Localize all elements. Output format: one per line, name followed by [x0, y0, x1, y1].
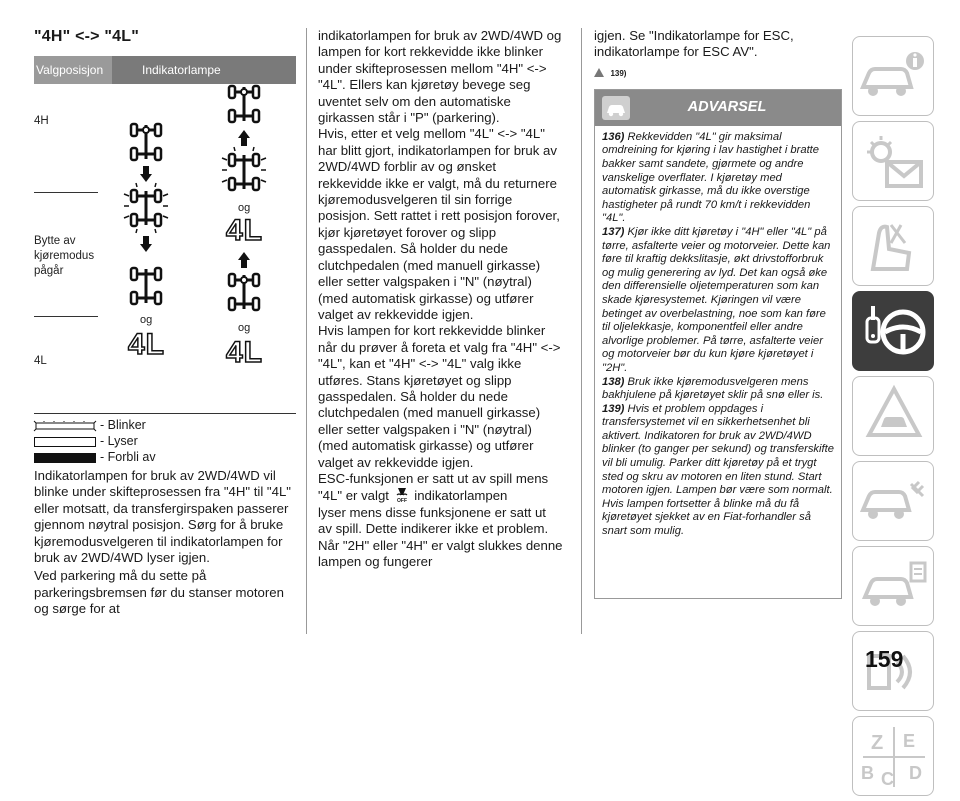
paragraph: indikatorlampen for bruk av 2WD/4WD og lampen for kort rekkevidde ikke blinker under skifteprosessen mellom "4H" <-> "4L". Ellers kan kjøretøy bevege seg uventet selv om den automatiske girkassen står i "P" (parkering).	[318, 28, 562, 126]
car-service-icon	[853, 462, 935, 542]
legend-label: - Lyser	[100, 434, 138, 448]
esc-off-label: OFF	[396, 498, 407, 505]
row-label-4h: 4H	[34, 115, 49, 127]
row-separator	[34, 316, 98, 317]
chapter-tabs	[852, 36, 934, 801]
paragraph: Ved parkering må du sette på parkeringsbremsen før du stanser motoren og sørge for at	[34, 568, 284, 617]
reference-number: 139)	[610, 68, 627, 78]
table-header-lamp: Indikatorlampe	[142, 63, 221, 77]
warning-item-number: 137)	[602, 225, 625, 238]
drivetrain-blinking-icon	[220, 146, 268, 198]
warning-item-text: Hvis et problem oppdages i transfersystemet vil en sikkerhetsenhet bli aktivert. Indikatoren for bruk av 2WD/4WD blinker (to ganger per sekund) og transferskifte vil bli umulig. Parker ditt kjøretøy på et trygt sted og skru av motoren en liten stund. Start motoren igjen. Lampen bør være som normalt. Hvis lampen fortsetter å blinke må du få kjøretøyet sjekket av en Fiat-forhandler så snart som mulig.	[602, 402, 834, 538]
column-1	[34, 28, 296, 618]
warning-item-text: Bruk ikke kjøremodusvelgeren mens bakhjulene på kjøretøyet sklir på snø eller is.	[602, 375, 824, 402]
warning-title: ADVARSEL	[687, 98, 767, 115]
car-info-icon	[853, 37, 935, 117]
drivetrain-4wd-icon	[226, 272, 262, 312]
warning-item-text: Kjør ikke ditt kjøretøy i "4H" eller "4L" på tørre, asfalterte veier og motorveier. Dette kan føre til kraftig dekkslitasje, økt drivstofforbruk og mulig generering av lyd. Det kan også øke den differensielle oljetemperaturen som kan skade kjøresystemet. Kjøringen vil være betinget av overbelastning, noe som kan føre til oljelekkasje, komponentfeil eller andre alvorlige problemer. På tørre, asfalterte veier og motorveier bør du kun kjøre kjøretøyet i "2H".	[602, 225, 831, 374]
tab-starting-driving[interactable]	[852, 291, 934, 371]
esc-after-icon: indikatorlampen	[414, 488, 508, 504]
drivetrain-4wd-icon	[128, 122, 164, 162]
warning-item-number: 139)	[602, 402, 625, 415]
seat-airbag-icon	[853, 207, 935, 287]
tab-technical-data[interactable]	[852, 546, 934, 626]
warning-item	[602, 403, 834, 539]
index-letter: B	[861, 763, 874, 783]
drivetrain-blinking-icon	[122, 182, 170, 234]
warning-item-text: Rekkevidden "4L" gir maksimal omdreining for kjøring i lav hastighet i bratte bakker samt sandete, gjørmete og andre vanskelige overflater. I kjøretøy med automatisk girkasse, må du ikke overstige hastigheter på rundt 70 km/t i rekkevidden "4L".	[602, 130, 820, 225]
paragraph	[594, 28, 842, 61]
legend-label: - Forbli av	[100, 450, 156, 464]
table-header	[34, 56, 296, 84]
legend-item-blink	[34, 418, 296, 434]
arrow-up-icon	[238, 252, 250, 268]
low-range-4l-icon: 4L	[226, 214, 264, 247]
warning-box	[594, 89, 842, 599]
og-label: og	[238, 202, 251, 214]
column-divider	[581, 28, 582, 634]
column-divider	[306, 28, 307, 634]
paragraph: Indikatorlampen for bruk av 2WD/4WD vil blinke under skifteprosessen fra "4H" til "4L" eller motsatt, da transfergirspaken passerer gjennom nøytral posisjon. Sørg for å bruke kjøremodusvelgeren til indikatorlampen for bruk av 2WD/4WD lyser igjen.	[34, 468, 291, 566]
warning-item-number: 138)	[602, 375, 625, 388]
page-number: 159	[865, 646, 904, 672]
warning-item	[602, 131, 834, 226]
column-2	[318, 28, 563, 570]
column-3	[594, 28, 842, 599]
arrow-up-icon	[238, 130, 250, 146]
mode-table	[34, 84, 296, 414]
warning-item-number: 136)	[602, 130, 625, 143]
key-steering-wheel-icon	[853, 292, 935, 372]
legend-item-off	[34, 450, 296, 466]
index-letter: Z	[871, 732, 884, 754]
warning-body	[595, 126, 841, 539]
legend-label: - Blinker	[100, 418, 146, 432]
tab-index[interactable]	[852, 716, 934, 796]
paragraph: Hvis, etter et velg mellom "4L" <-> "4L" har blitt gjort, indikatorlampen for bruk av 2WD/4WD forblir av og ønsket rekkevidde ikke er valgt, må du returnere kjøremodusvelgeren til sin forrige posisjon. Sett rattet i rett posisjon forover, kjør kjøretøyet forover og slipp gasspedalen. Så holder du nede clutchpedalen (med manuell girkasse) eller setter valgspaken i "N" (nøytral) (med automatisk girkasse) og utfører valget av rekkevidde igjen.	[318, 126, 560, 322]
legend-item-lit	[34, 434, 296, 450]
dashboard-lights-icon	[853, 122, 935, 202]
arrow-down-icon	[140, 166, 152, 182]
paragraph: Hvis lampen for kort rekkevidde blinker når du prøver å foreta et valg fra "4H" <-> "4L", kan et "4H" <-> "4L" valg ikke utføres. Stans kjøretøyet og slipp gasspedalen. Så holder du nede clutchpedalen (med manuell girkasse) eller setter valgspaken i "N" (nøytral) (med automatisk girkasse) og utfører valget av rekkevidde igjen.	[318, 323, 561, 470]
index-letter: E	[903, 731, 916, 751]
esc-line-1: ESC-funksjonen er satt ut av spill mens	[318, 470, 549, 486]
row-separator	[34, 192, 98, 193]
drivetrain-4wd-icon	[226, 84, 262, 124]
esc-off-icon	[393, 487, 411, 503]
index-letter: D	[909, 763, 922, 783]
section-heading: "4H" <-> "4L"	[34, 28, 139, 45]
alphabetical-index-icon	[853, 717, 935, 797]
paragraph	[318, 471, 563, 570]
row-label-switching: Bytte av kjøremodus pågår	[34, 235, 95, 277]
lit-swatch	[34, 437, 96, 447]
paragraph-text: igjen. Se "Indikatorlampe for ESC, indikatorlampe for ESC AV".	[594, 28, 794, 60]
warning-item	[602, 376, 834, 403]
esc-before-icon: "4L" er valgt	[318, 488, 389, 504]
off-swatch	[34, 453, 96, 463]
arrow-down-icon	[140, 236, 152, 252]
drivetrain-4wd-icon	[128, 266, 164, 306]
reference-note	[594, 63, 842, 81]
table-header-position: Valgposisjon	[34, 56, 112, 84]
tab-maintenance[interactable]	[852, 461, 934, 541]
legend	[34, 418, 296, 466]
index-letter: C	[881, 769, 894, 789]
blink-swatch	[34, 421, 96, 431]
row-label-4l: 4L	[34, 355, 47, 367]
og-label: og	[238, 322, 251, 334]
warning-header	[595, 90, 841, 126]
tab-car-info[interactable]	[852, 36, 934, 116]
warning-triangle-icon	[594, 68, 604, 77]
specs-icon	[853, 547, 935, 627]
low-range-4l-icon: 4L	[226, 336, 264, 369]
tab-dashboard-lights[interactable]	[852, 121, 934, 201]
og-label: og	[140, 314, 153, 326]
esc-rest: lyser mens disse funksjonene er satt ut av spill. Dette indikerer ikke et problem. Når "2H" eller "4H" er valgt slukkes denne lampen og fungerer	[318, 504, 563, 569]
tab-emergency[interactable]	[852, 376, 934, 456]
warning-car-icon	[853, 377, 935, 457]
low-range-4l-icon: 4L	[128, 328, 166, 361]
warning-item	[602, 226, 834, 376]
tab-seat-airbag[interactable]	[852, 206, 934, 286]
